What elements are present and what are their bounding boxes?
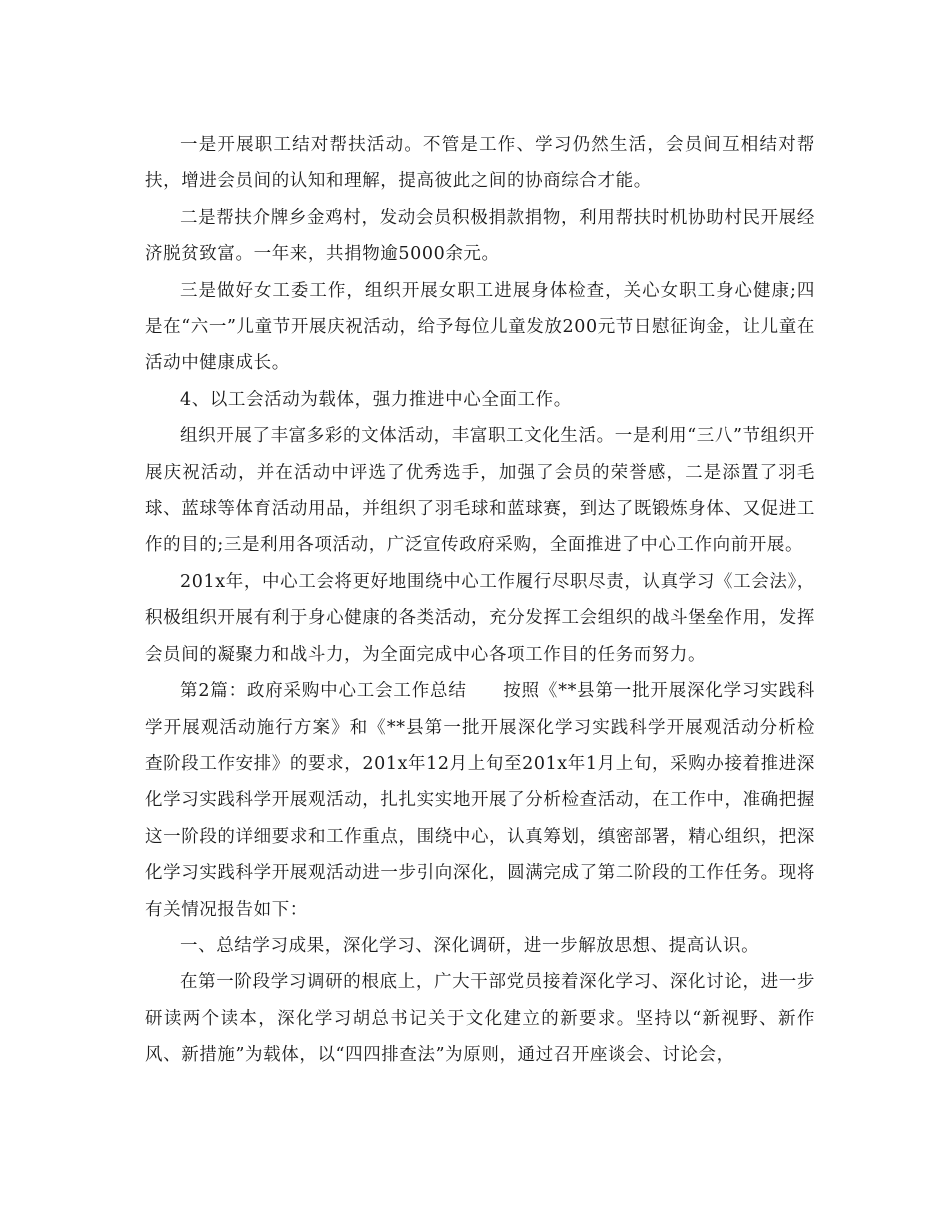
paragraph-cultural-activities: 组织开展了丰富多彩的文体活动，丰富职工文化生活。一是利用“三八”节组织开展庆祝活动，并在活动中评选了优秀选手，加强了会员的荣誉感，二是添置了羽毛球、蓝球等体育活动用品，并组织了羽毛球和蓝球赛，到达了既锻炼身体、又促进工作的目的;三是利用各项活动，广泛宣传政府采购，全面推进了中心工作向前开展。 bbox=[145, 426, 815, 556]
document-body bbox=[145, 127, 815, 1074]
paragraph-village-aid: 二是帮扶介牌乡金鸡村，发动会员积极捐款捐物，利用帮扶时机协助村民开展经济脱贫致富。一年来，共捐物逾5000余元。 bbox=[145, 207, 815, 265]
paragraph-study-research: 在第一阶段学习调研的根底上，广大干部党员接着深化学习、深化讨论，进一步研读两个读本，深化学习胡总书记关于文化建立的新要求。坚持以“新视野、新作风、新措施”为载体，以“四四排查法”为原则，通过召开座谈会、讨论会， bbox=[145, 972, 815, 1066]
paragraph-section-4-heading: 4、以工会活动为载体，强力推进中心全面工作。 bbox=[180, 389, 572, 410]
paragraph-women-workers: 三是做好女工委工作，组织开展女职工进展身体检查，关心女职工身心健康;四是在“六一”儿童节开展庆祝活动，给予每位儿童发放200元节日慰征询金，让儿童在活动中健康成长。 bbox=[145, 280, 815, 374]
paragraph-article-2-intro: 第2篇：政府采购中心工会工作总结 按照《**县第一批开展深化学习实践科学开展观活动施行方案》和《**县第一批开展深化学习实践科学开展观活动分析检查阶段工作安排》的要求，201x年12月上旬至201x年1月上旬，采购办接着推进深化学习实践科学开展观活动，扎扎实实地开展了分析检查活动，在工作中，准确把握这一阶段的详细要求和工作重点，围绕中心，认真筹划，缜密部署，精心组织，把深化学习实践科学开展观活动进一步引向深化，圆满完成了第二阶段的工作任务。现将有关情况报告如下： bbox=[145, 681, 815, 920]
paragraph-next-year-plan: 201x年，中心工会将更好地围绕中心工作履行尽职尽责，认真学习《工会法》，积极组织开展有利于身心健康的各类活动，充分发挥工会组织的战斗堡垒作用，发挥会员间的凝聚力和战斗力，为全面完成中心各项工作目的任务而努力。 bbox=[145, 571, 815, 665]
paragraph-section-1-heading: 一、总结学习成果，深化学习、深化调研，进一步解放思想、提高认识。 bbox=[180, 935, 760, 956]
paragraph-pairing-assistance: 一是开展职工结对帮扶活动。不管是工作、学习仍然生活，会员间互相结对帮扶，增进会员间的认知和理解，提高彼此之间的协商综合才能。 bbox=[145, 135, 815, 192]
